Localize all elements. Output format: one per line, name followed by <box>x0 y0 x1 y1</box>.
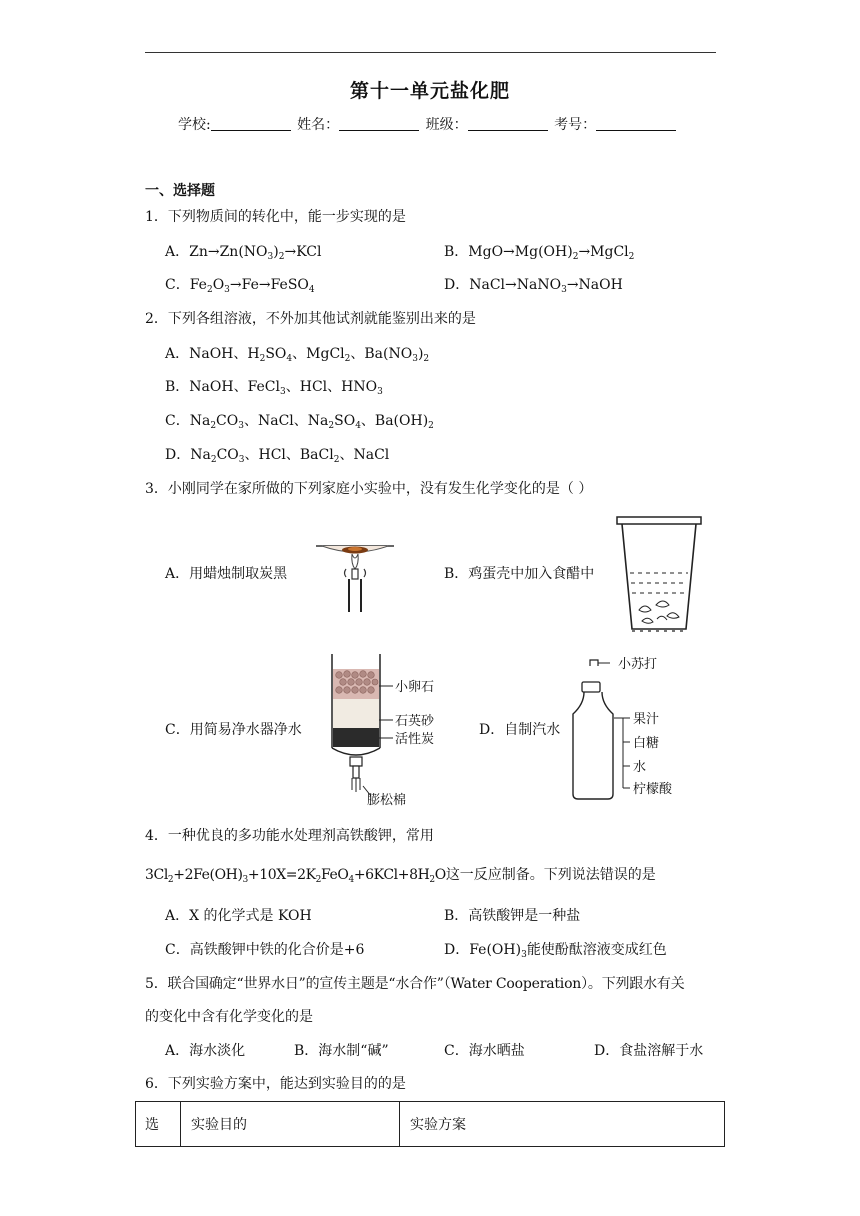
q4-stem-line1: 4．一种优良的多功能水处理剂高铁酸钾，常用 <box>145 828 434 844</box>
filter-label-pebbles: 小卵石 <box>395 680 435 695</box>
name-blank[interactable] <box>339 117 419 131</box>
bottle-label-water: 水 <box>633 760 647 775</box>
table-header-purpose: 实验目的 <box>181 1102 400 1146</box>
q3-option-b[interactable]: B．鸡蛋壳中加入食醋中 <box>444 566 595 582</box>
bottle-label-juice: 果汁 <box>633 712 660 727</box>
q5-option-c[interactable]: C．海水晒盐 <box>444 1043 525 1059</box>
q5-option-b[interactable]: B．海水制“碱” <box>294 1043 389 1059</box>
school-label: 学校: <box>178 117 211 133</box>
q4-option-c[interactable]: C．高铁酸钾中铁的化合价是+6 <box>165 942 365 958</box>
q5-stem-line1: 5．联合国确定“世界水日”的宣传主题是“水合作”（Water Cooperation）。下列跟水有关 <box>145 976 685 992</box>
exam-number-blank[interactable] <box>596 117 676 131</box>
q1-option-b[interactable]: B．$MgO\to Mg(OH)_2\to MgCl_2$ <box>444 244 635 262</box>
page-title: 第十一单元盐化肥 <box>349 80 510 102</box>
q2-stem: 2．下列各组溶液，不外加其他试剂就能鉴别出来的是 <box>145 311 476 327</box>
name-label: 姓名： <box>297 117 340 133</box>
water-filter-figure <box>325 650 455 810</box>
bottle-label-baking-soda: 小苏打 <box>618 657 658 672</box>
class-blank[interactable] <box>468 117 548 131</box>
q2-option-d[interactable]: D．$Na_2CO_3$、HCl、BaCl$_2$、NaCl <box>165 447 390 465</box>
q6-table <box>135 1101 725 1147</box>
filter-label-activated-carbon: 活性炭 <box>395 732 435 747</box>
q4-stem-line2: $3Cl_2+2Fe(OH)_3+10X=2K_2FeO_4+6KCl+8H_2O$这一反应制备。下列说法错误的是 <box>145 867 656 885</box>
student-info-line <box>178 114 678 134</box>
bottle-label-sugar: 白糖 <box>633 736 660 751</box>
q2-option-a[interactable]: A．NaOH、$H_2SO_4$、MgCl$_2$、$Ba(NO_3)_2$ <box>165 346 430 364</box>
q3-option-c[interactable]: C．用简易净水器净水 <box>165 722 302 738</box>
q2-option-b[interactable]: B．NaOH、FeCl$_3$、HCl、$HNO_3$ <box>165 379 383 397</box>
header-rule <box>145 52 716 53</box>
q3-stem: 3．小刚同学在家所做的下列家庭小实验中，没有发生化学变化的是（ ） <box>145 481 593 497</box>
q1-option-d[interactable]: D．NaCl→NaNO$_3$→NaOH <box>444 277 623 295</box>
q1-stem: 1．下列物质间的转化中，能一步实现的是 <box>145 209 406 225</box>
class-label: 班级： <box>425 117 468 133</box>
q6-stem: 6．下列实验方案中，能达到实验目的的是 <box>145 1076 406 1092</box>
school-blank[interactable] <box>211 117 291 131</box>
candle-soot-figure <box>316 536 394 612</box>
q5-option-a[interactable]: A．海水淡化 <box>165 1043 246 1059</box>
q4-option-d[interactable]: D．$Fe(OH)_3$能使酚酞溶液变成红色 <box>444 942 667 960</box>
q4-option-a[interactable]: A．X 的化学式是 KOH <box>165 908 312 924</box>
filter-label-quartz-sand: 石英砂 <box>395 714 435 729</box>
eggshell-vinegar-cup-figure <box>612 515 706 633</box>
section-heading: 一、选择题 <box>145 183 215 199</box>
q1-option-c[interactable]: C．$Fe_2O_3\to Fe\to FeSO_4$ <box>165 277 315 295</box>
table-header-option: 选 <box>136 1102 181 1146</box>
table-header-plan: 实验方案 <box>410 1117 466 1133</box>
bottle-label-citric-acid: 柠檬酸 <box>633 782 673 797</box>
q4-option-b[interactable]: B．高铁酸钾是一种盐 <box>444 908 581 924</box>
q3-option-d[interactable]: D．自制汽水 <box>479 722 561 738</box>
q5-option-d[interactable]: D．食盐溶解于水 <box>594 1043 704 1059</box>
q5-stem-line2: 的变化中含有化学变化的是 <box>145 1009 313 1025</box>
exam-number-label: 考号： <box>554 117 597 133</box>
homemade-soda-figure <box>566 656 701 802</box>
q3-option-a[interactable]: A．用蜡烛制取炭黑 <box>165 566 288 582</box>
filter-label-cotton: 膨松棉 <box>367 793 407 808</box>
q2-option-c[interactable]: C．$Na_2CO_3$、NaCl、$Na_2SO_4$、$Ba(OH)_2$ <box>165 413 434 431</box>
q1-option-a[interactable]: A．$Zn\to Zn(NO_3)_2\to KCl$ <box>165 244 322 262</box>
